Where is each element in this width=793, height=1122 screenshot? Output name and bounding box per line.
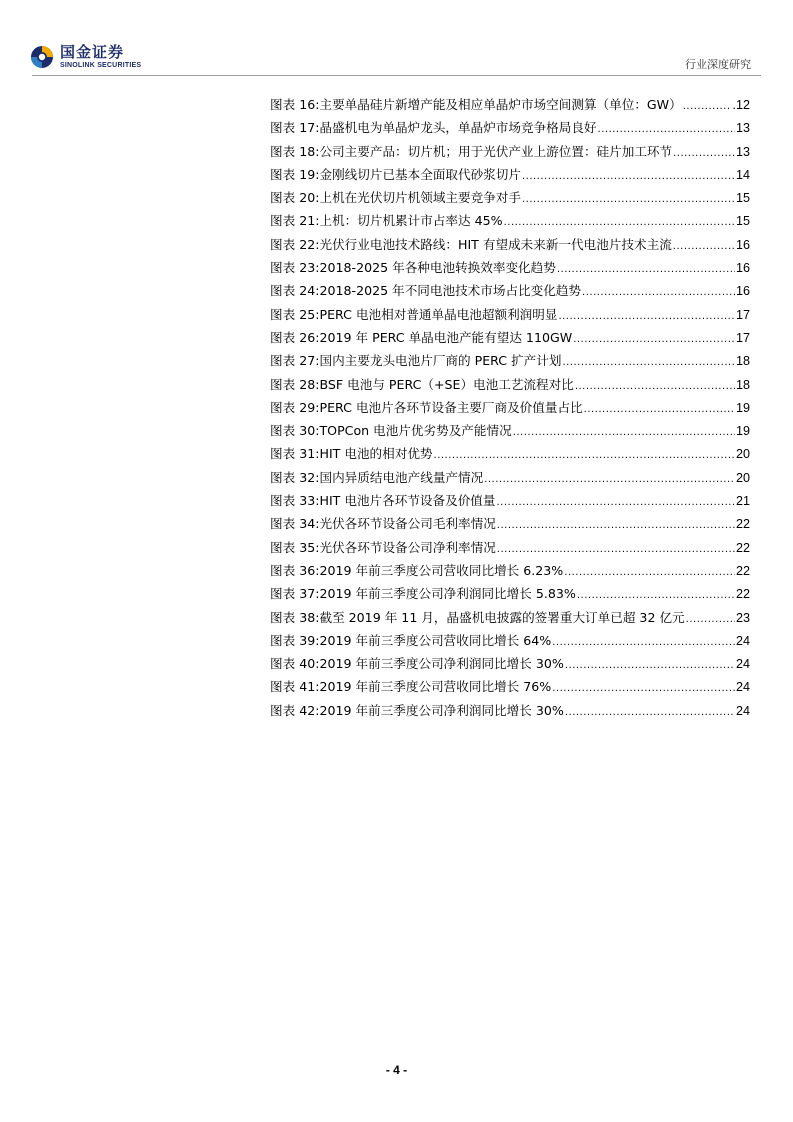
toc-entry-page: 16 [735,284,750,299]
toc-entry-page: 17 [735,307,750,322]
toc-entry[interactable] [270,420,750,443]
toc-dot-leader [552,637,735,648]
toc-entry-page: 16 [735,237,750,252]
toc-entry[interactable] [270,94,750,117]
toc-entry-title: 2019 年 PERC 单晶电池产能有望达 110GW [319,329,573,345]
toc-entry[interactable] [270,164,750,187]
toc-entry-label: 图表 17: [270,120,320,136]
company-logo [30,45,141,69]
toc-dot-leader [564,567,735,578]
toc-entry-title: 2019 年前三季度公司净利润同比增长 5.83% [319,586,576,602]
toc-entry-label: 图表 42: [270,702,320,718]
toc-entry-page: 21 [735,494,750,509]
toc-dot-leader [522,171,735,182]
toc-entry[interactable] [270,513,750,536]
toc-entry-label: 图表 32: [270,469,320,485]
toc-entry-title: TOPCon 电池片优劣势及产能情况 [319,423,512,439]
toc-dot-leader [573,334,735,345]
toc-entry-label: 图表 35: [270,539,320,555]
toc-entry-label: 图表 31: [270,446,320,462]
toc-entry-label: 图表 30: [270,423,320,439]
toc-entry[interactable] [270,280,750,303]
header-divider [32,75,761,76]
toc-entry[interactable] [270,304,750,327]
report-category: 行业深度研究 [685,58,751,71]
toc-entry[interactable] [270,607,750,630]
toc-entry-page: 15 [735,191,750,206]
toc-entry[interactable] [270,327,750,350]
toc-entry-page: 24 [735,680,750,695]
toc-dot-leader [673,241,735,252]
toc-dot-leader [565,707,735,718]
toc-entry[interactable] [270,141,750,164]
toc-entry-title: HIT 电池片各环节设备及价值量 [319,493,496,509]
toc-dot-leader [683,101,732,112]
toc-entry[interactable] [270,210,750,233]
toc-dot-leader [497,520,735,531]
toc-entry-title: 金刚线切片已基本全面取代砂浆切片 [319,166,521,182]
toc-entry-label: 图表 22: [270,236,320,252]
toc-entry-label: 图表 38: [270,609,320,625]
toc-entry-label: 图表 41: [270,679,320,695]
toc-entry-page: 14 [735,167,750,182]
toc-entry-label: 图表 27: [270,353,320,369]
toc-entry-page: 17 [735,330,750,345]
toc-entry-title: 2018-2025 年不同电池技术市场占比变化趋势 [319,283,582,299]
toc-entry-title: 2019 年前三季度公司净利润同比增长 30% [319,702,564,718]
toc-entry-label: 图表 34: [270,516,320,532]
toc-entry[interactable] [270,187,750,210]
toc-entry-label: 图表 18: [270,143,320,159]
toc-entry-title: 光伏行业电池技术路线：HIT 有望成未来新一代电池片技术主流 [319,236,672,252]
toc-entry-title: 国内异质结电池产线量产情况 [319,469,484,485]
toc-entry-label: 图表 39: [270,632,320,648]
toc-entry-page: 23 [735,610,750,625]
toc-entry-title: PERC 电池相对普通单晶电池超额利润明显 [319,306,558,322]
toc-entry-label: 图表 40: [270,656,320,672]
toc-entry-label: 图表 20: [270,190,320,206]
toc-dot-leader [584,404,735,415]
toc-entry[interactable] [270,653,750,676]
toc-entry[interactable] [270,234,750,257]
toc-dot-leader [673,148,735,159]
toc-entry-page: 22 [735,563,750,578]
toc-entry-page: 13 [735,121,750,136]
toc-entry-title: 光伏各环节设备公司毛利率情况 [319,516,496,532]
toc-entry-label: 图表 21: [270,213,320,229]
toc-dot-leader [557,264,735,275]
toc-entry[interactable] [270,467,750,490]
toc-entry-label: 图表 29: [270,399,320,415]
toc-entry-page: 22 [735,540,750,555]
toc-entry-title: 晶盛机电为单晶炉龙头，单晶炉市场竞争格局良好 [319,120,597,136]
toc-entry[interactable] [270,700,750,723]
toc-entry-page: 22 [735,517,750,532]
toc-entry-label: 图表 19: [270,166,320,182]
toc-entry[interactable] [270,443,750,466]
toc-entry[interactable] [270,257,750,280]
toc-dot-leader [598,124,735,135]
toc-entry-title: 上机：切片机累计市占率达 45% [319,213,503,229]
toc-entry-label: 图表 23: [270,260,320,276]
logo-name-cn: 国金证券 [60,43,125,61]
toc-entry-page: 19 [735,424,750,439]
toc-entry-page: 18 [735,354,750,369]
toc-entry-title: 主要单晶硅片新增产能及相应单晶炉市场空间测算（单位：GW） [319,97,682,112]
toc-entry[interactable] [270,537,750,560]
toc-dot-leader [434,450,735,461]
toc-dot-leader [575,381,735,392]
toc-entry-title: 截至 2019 年 11 月，晶盛机电披露的签署重大订单已超 32 亿元 [319,609,685,625]
toc-entry-label: 图表 36: [270,562,320,578]
toc-dot-leader [558,311,735,322]
toc-entry-title: 公司主要产品：切片机；用于光伏产业上游位置：硅片加工环节 [319,143,673,159]
toc-entry[interactable] [270,374,750,397]
toc-entry-label: 图表 26: [270,329,320,345]
toc-entry-title: 2019 年前三季度公司净利润同比增长 30% [319,656,564,672]
toc-entry-label: 图表 16: [270,97,320,112]
toc-entry-page: 24 [735,633,750,648]
toc-entry-label: 图表 28: [270,376,320,392]
toc-dot-leader [686,614,735,625]
toc-entry-label: 图表 37: [270,586,320,602]
toc-dot-leader [504,217,735,228]
logo-text [60,45,141,69]
toc-dot-leader [562,357,735,368]
toc-dot-leader [582,287,735,298]
toc-entry-page: 13 [735,144,750,159]
toc-entry-title: 2019 年前三季度公司营收同比增长 6.23% [319,562,564,578]
toc-entry-page: 16 [735,261,750,276]
toc-entry-title: 上机在光伏切片机领域主要竞争对手 [319,190,521,206]
page-number: - 4 - [385,1063,408,1077]
toc-entry-page: 18 [735,377,750,392]
toc-entry-page: .12 [732,98,750,112]
toc-dot-leader [513,427,735,438]
toc-dot-leader [577,590,735,601]
toc-entry-title: 光伏各环节设备公司净利率情况 [319,539,496,555]
toc-entry-title: 2019 年前三季度公司营收同比增长 76% [319,679,552,695]
toc-entry-title: 2018-2025 年各种电池转换效率变化趋势 [319,260,556,276]
toc-entry-page: 24 [735,657,750,672]
toc-entry-page: 22 [735,587,750,602]
toc-entry-page: 15 [735,214,750,229]
toc-entry[interactable] [270,560,750,583]
toc-entry[interactable] [270,630,750,653]
toc-entry-page: 20 [735,470,750,485]
logo-name-en: SINOLINK SECURITIES [60,62,142,69]
toc-entry-title: HIT 电池的相对优势 [319,446,433,462]
toc-entry-title: PERC 电池片各环节设备主要厂商及价值量占比 [319,399,583,415]
toc-entry-page: 24 [735,703,750,718]
toc-dot-leader [552,683,735,694]
toc-entry-label: 图表 33: [270,493,320,509]
toc-entry-title: 国内主要龙头电池片厂商的 PERC 扩产计划 [319,353,562,369]
toc-dot-leader [565,660,735,671]
toc-dot-leader [522,194,735,205]
toc-entry[interactable] [270,117,750,140]
toc-entry[interactable] [270,350,750,373]
toc-entry[interactable] [270,490,750,513]
toc-dot-leader [496,497,735,508]
figure-list [270,94,750,723]
toc-dot-leader [497,544,735,555]
page-header [0,0,793,80]
toc-entry-title: BSF 电池与 PERC（+SE）电池工艺流程对比 [319,376,574,392]
toc-entry-page: 20 [735,447,750,462]
toc-entry[interactable] [270,583,750,606]
toc-entry-page: 19 [735,400,750,415]
toc-entry-title: 2019 年前三季度公司营收同比增长 64% [319,632,552,648]
toc-entry-label: 图表 25: [270,306,320,322]
toc-entry[interactable] [270,397,750,420]
toc-entry-label: 图表 24: [270,283,320,299]
toc-entry[interactable] [270,676,750,699]
toc-dot-leader [484,474,735,485]
sinolink-logo-icon [30,45,54,69]
